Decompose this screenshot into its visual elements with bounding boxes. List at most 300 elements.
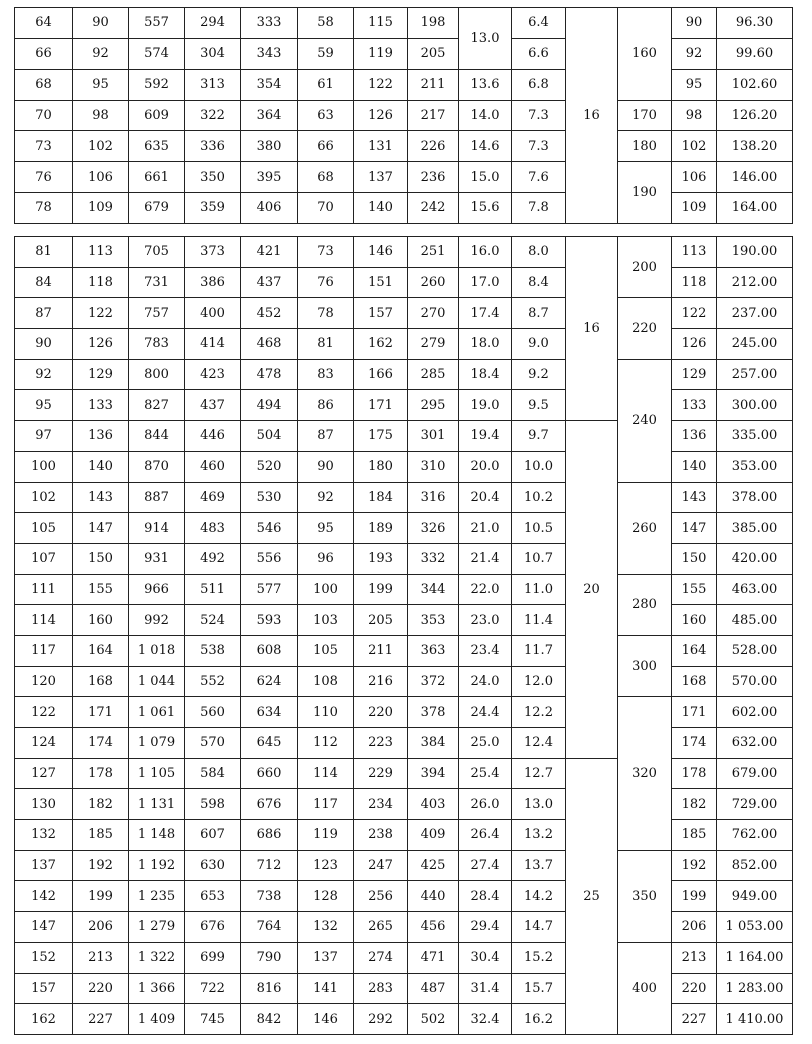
table-cell: 138.20 <box>717 131 793 162</box>
table-cell: 122 <box>15 697 73 728</box>
table-cell: 238 <box>354 820 408 851</box>
table-cell: 199 <box>73 881 129 912</box>
table-cell: 354 <box>241 69 298 100</box>
table-cell: 437 <box>185 390 241 421</box>
table-row <box>15 635 793 666</box>
table-cell: 1 283.00 <box>717 973 793 1004</box>
table-cell: 90 <box>672 8 717 39</box>
table-cell-merged: 170 <box>618 100 672 131</box>
table-cell: 206 <box>672 912 717 943</box>
table-row <box>15 329 793 360</box>
table-cell: 26.4 <box>459 820 512 851</box>
table-row <box>15 38 793 69</box>
table-cell: 234 <box>354 789 408 820</box>
table-cell: 136 <box>73 421 129 452</box>
table-cell: 560 <box>185 697 241 728</box>
table-cell: 106 <box>672 162 717 193</box>
table-cell: 800 <box>129 359 185 390</box>
table-cell: 90 <box>73 8 129 39</box>
table-cell: 129 <box>672 359 717 390</box>
table-cell: 17.4 <box>459 298 512 329</box>
table-cell: 190.00 <box>717 237 793 268</box>
table-cell: 66 <box>298 131 354 162</box>
table-cell-merged: 220 <box>618 298 672 359</box>
table-cell: 1 410.00 <box>717 1004 793 1035</box>
table-cell: 386 <box>185 267 241 298</box>
table-cell: 58 <box>298 8 354 39</box>
table-cell-merged: 160 <box>618 8 672 101</box>
table-cell: 24.4 <box>459 697 512 728</box>
table-cell: 292 <box>354 1004 408 1035</box>
table-cell: 110 <box>298 697 354 728</box>
table-cell: 931 <box>129 543 185 574</box>
table-cell: 211 <box>408 69 459 100</box>
table-row <box>15 605 793 636</box>
table-cell: 160 <box>672 605 717 636</box>
table-cell: 199 <box>354 574 408 605</box>
table-cell: 7.8 <box>512 193 566 224</box>
table-cell: 13.2 <box>512 820 566 851</box>
table-cell: 178 <box>672 758 717 789</box>
table-cell: 14.2 <box>512 881 566 912</box>
table-cell: 226 <box>408 131 459 162</box>
table-row <box>15 758 793 789</box>
table-cell: 171 <box>354 390 408 421</box>
table-cell: 140 <box>354 193 408 224</box>
table-cell: 1 164.00 <box>717 942 793 973</box>
table-cell: 132 <box>298 912 354 943</box>
table-cell: 783 <box>129 329 185 360</box>
table-cell: 1 131 <box>129 789 185 820</box>
table-cell: 147 <box>73 513 129 544</box>
table-cell: 14.7 <box>512 912 566 943</box>
table-cell: 570.00 <box>717 666 793 697</box>
table-row <box>15 820 793 851</box>
table-cell: 103 <box>298 605 354 636</box>
table-cell: 236 <box>408 162 459 193</box>
table-cell: 10.7 <box>512 543 566 574</box>
table-cell: 757 <box>129 298 185 329</box>
table-cell: 502 <box>408 1004 459 1035</box>
table-cell: 409 <box>408 820 459 851</box>
table-cell: 122 <box>672 298 717 329</box>
table-cell: 279 <box>408 329 459 360</box>
table-cell: 143 <box>73 482 129 513</box>
table-cell: 63 <box>298 100 354 131</box>
table-cell: 119 <box>298 820 354 851</box>
table-cell: 66 <box>15 38 73 69</box>
table-cell: 118 <box>73 267 129 298</box>
table-cell: 607 <box>185 820 241 851</box>
table-cell: 29.4 <box>459 912 512 943</box>
table-cell: 524 <box>185 605 241 636</box>
table-cell: 304 <box>185 38 241 69</box>
table-cell: 119 <box>354 38 408 69</box>
table-cell: 887 <box>129 482 185 513</box>
table-row <box>15 513 793 544</box>
table-row <box>15 237 793 268</box>
table-cell: 205 <box>354 605 408 636</box>
table-cell: 132 <box>15 820 73 851</box>
table-cell: 192 <box>73 850 129 881</box>
table-row <box>15 421 793 452</box>
table-cell: 25.0 <box>459 728 512 759</box>
table-cell-merged: 300 <box>618 635 672 696</box>
table-cell: 1 079 <box>129 728 185 759</box>
table-cell: 425 <box>408 850 459 881</box>
table-cell: 1 018 <box>129 635 185 666</box>
table-cell: 171 <box>672 697 717 728</box>
table-cell: 423 <box>185 359 241 390</box>
table-cell: 350 <box>185 162 241 193</box>
table-cell: 19.0 <box>459 390 512 421</box>
table-row <box>15 1004 793 1035</box>
table-row <box>15 666 793 697</box>
table-cell: 78 <box>15 193 73 224</box>
table-cell: 645 <box>241 728 298 759</box>
table-cell: 155 <box>73 574 129 605</box>
table-cell: 285 <box>408 359 459 390</box>
table-cell: 113 <box>672 237 717 268</box>
table-cell: 440 <box>408 881 459 912</box>
table-cell: 12.2 <box>512 697 566 728</box>
table-cell: 87 <box>298 421 354 452</box>
table-cell: 129 <box>73 359 129 390</box>
table-cell: 722 <box>185 973 241 1004</box>
table-cell: 12.4 <box>512 728 566 759</box>
table-cell-merged: 13.0 <box>459 8 512 70</box>
table-cell: 9.0 <box>512 329 566 360</box>
table-cell-merged: 190 <box>618 162 672 224</box>
table-cell: 30.4 <box>459 942 512 973</box>
table-cell: 827 <box>129 390 185 421</box>
table-cell: 146 <box>298 1004 354 1035</box>
table-cell: 731 <box>129 267 185 298</box>
table-cell: 530 <box>241 482 298 513</box>
table-cell: 15.7 <box>512 973 566 1004</box>
table-cell: 487 <box>408 973 459 1004</box>
table-cell: 966 <box>129 574 185 605</box>
table-cell: 113 <box>73 237 129 268</box>
table-cell: 189 <box>354 513 408 544</box>
table-cell: 1 061 <box>129 697 185 728</box>
table-cell-merged: 240 <box>618 359 672 482</box>
table-cell: 151 <box>354 267 408 298</box>
table-cell: 333 <box>241 8 298 39</box>
table-cell: 22.0 <box>459 574 512 605</box>
table-cell: 1 322 <box>129 942 185 973</box>
table-cell: 26.0 <box>459 789 512 820</box>
table-cell: 661 <box>129 162 185 193</box>
table-cell: 363 <box>408 635 459 666</box>
table-cell: 227 <box>73 1004 129 1035</box>
table-cell: 437 <box>241 267 298 298</box>
table-cell: 313 <box>185 69 241 100</box>
table-cell: 247 <box>354 850 408 881</box>
table-cell: 15.2 <box>512 942 566 973</box>
table-cell: 168 <box>672 666 717 697</box>
table-cell: 117 <box>15 635 73 666</box>
table-cell: 84 <box>15 267 73 298</box>
table-cell: 185 <box>672 820 717 851</box>
table-row <box>15 543 793 574</box>
table-cell: 310 <box>408 451 459 482</box>
table-cell: 12.7 <box>512 758 566 789</box>
table-cell: 676 <box>241 789 298 820</box>
table-cell: 364 <box>241 100 298 131</box>
table-row <box>15 728 793 759</box>
table-cell: 343 <box>241 38 298 69</box>
table-cell: 166 <box>354 359 408 390</box>
table-cell: 61 <box>298 69 354 100</box>
table-cell: 949.00 <box>717 881 793 912</box>
table-cell: 92 <box>672 38 717 69</box>
table-cell: 452 <box>241 298 298 329</box>
table-cell: 174 <box>73 728 129 759</box>
table-cell: 8.7 <box>512 298 566 329</box>
table-cell: 81 <box>298 329 354 360</box>
table-cell: 90 <box>298 451 354 482</box>
table-cell: 133 <box>672 390 717 421</box>
table-cell: 378 <box>408 697 459 728</box>
table-cell: 353 <box>408 605 459 636</box>
table-cell: 157 <box>354 298 408 329</box>
table-cell: 699 <box>185 942 241 973</box>
table-cell: 168 <box>73 666 129 697</box>
table-cell: 217 <box>408 100 459 131</box>
table-row <box>15 574 793 605</box>
table-cell: 17.0 <box>459 267 512 298</box>
table-cell: 251 <box>408 237 459 268</box>
table-cell: 117 <box>298 789 354 820</box>
table-cell: 463.00 <box>717 574 793 605</box>
table-row <box>15 69 793 100</box>
table-cell: 556 <box>241 543 298 574</box>
table-cell: 212.00 <box>717 267 793 298</box>
table-cell: 9.5 <box>512 390 566 421</box>
table-cell: 384 <box>408 728 459 759</box>
table-cell: 373 <box>185 237 241 268</box>
table-cell: 20.4 <box>459 482 512 513</box>
table-cell: 8.0 <box>512 237 566 268</box>
table-cell: 10.2 <box>512 482 566 513</box>
table-cell: 326 <box>408 513 459 544</box>
table-cell: 118 <box>672 267 717 298</box>
table-cell: 19.4 <box>459 421 512 452</box>
table-cell: 90 <box>15 329 73 360</box>
table-cell: 283 <box>354 973 408 1004</box>
table-cell: 712 <box>241 850 298 881</box>
table-cell: 185 <box>73 820 129 851</box>
table-cell: 16.2 <box>512 1004 566 1035</box>
table-cell: 7.3 <box>512 131 566 162</box>
table-cell: 152 <box>15 942 73 973</box>
table-cell: 414 <box>185 329 241 360</box>
table-cell: 6.6 <box>512 38 566 69</box>
table-cell: 23.0 <box>459 605 512 636</box>
table-cell-merged: 16 <box>566 237 618 421</box>
table-row <box>15 131 793 162</box>
table-cell: 155 <box>672 574 717 605</box>
table-cell: 180 <box>354 451 408 482</box>
table-cell: 141 <box>298 973 354 1004</box>
table-cell: 137 <box>298 942 354 973</box>
table-cell-merged: 320 <box>618 697 672 850</box>
table-cell: 73 <box>15 131 73 162</box>
table-row <box>15 697 793 728</box>
table-cell: 123 <box>298 850 354 881</box>
table-cell: 160 <box>73 605 129 636</box>
table-cell: 126.20 <box>717 100 793 131</box>
table-cell: 13.0 <box>512 789 566 820</box>
table-cell: 400 <box>185 298 241 329</box>
table-cell: 13.6 <box>459 69 512 100</box>
table-cell-merged: 20 <box>566 421 618 759</box>
table-cell: 171 <box>73 697 129 728</box>
table-cell-merged: 180 <box>618 131 672 162</box>
table-cell: 676 <box>185 912 241 943</box>
table-cell: 6.4 <box>512 8 566 39</box>
table-cell-merged: 350 <box>618 850 672 942</box>
table-cell: 245.00 <box>717 329 793 360</box>
table-cell: 478 <box>241 359 298 390</box>
table-cell: 7.6 <box>512 162 566 193</box>
table-row <box>15 881 793 912</box>
table-cell: 256 <box>354 881 408 912</box>
table-cell-merged: 260 <box>618 482 672 574</box>
table-cell: 6.8 <box>512 69 566 100</box>
table-cell: 78 <box>298 298 354 329</box>
table-cell: 24.0 <box>459 666 512 697</box>
table-cell: 630 <box>185 850 241 881</box>
table-cell-merged: 25 <box>566 758 618 1034</box>
table-cell: 538 <box>185 635 241 666</box>
table-cell: 122 <box>354 69 408 100</box>
table-cell: 223 <box>354 728 408 759</box>
table-cell: 178 <box>73 758 129 789</box>
table-cell: 98 <box>73 100 129 131</box>
table-cell: 242 <box>408 193 459 224</box>
table-cell: 608 <box>241 635 298 666</box>
table-cell: 914 <box>129 513 185 544</box>
table-cell: 76 <box>298 267 354 298</box>
table-cell: 1 105 <box>129 758 185 789</box>
table-cell: 114 <box>15 605 73 636</box>
table-cell: 294 <box>185 8 241 39</box>
table-cell: 274 <box>354 942 408 973</box>
table-cell: 301 <box>408 421 459 452</box>
table-cell: 192 <box>672 850 717 881</box>
table-cell: 11.7 <box>512 635 566 666</box>
table-cell: 164 <box>73 635 129 666</box>
table-row <box>15 451 793 482</box>
table-cell: 92 <box>15 359 73 390</box>
table-cell: 137 <box>15 850 73 881</box>
table-cell: 114 <box>298 758 354 789</box>
table-row <box>15 162 793 193</box>
table-cell: 198 <box>408 8 459 39</box>
table-cell: 205 <box>408 38 459 69</box>
table-cell: 492 <box>185 543 241 574</box>
table-cell: 102 <box>73 131 129 162</box>
table-cell-merged: 400 <box>618 942 672 1034</box>
table-cell: 109 <box>672 193 717 224</box>
table-cell: 632.00 <box>717 728 793 759</box>
table-cell: 1 053.00 <box>717 912 793 943</box>
table-cell: 468 <box>241 329 298 360</box>
table-cell: 11.4 <box>512 605 566 636</box>
table-cell: 295 <box>408 390 459 421</box>
table-cell: 15.6 <box>459 193 512 224</box>
table-row <box>15 942 793 973</box>
table-cell: 73 <box>298 237 354 268</box>
table-cell: 106 <box>73 162 129 193</box>
table-cell: 220 <box>354 697 408 728</box>
table-cell: 738 <box>241 881 298 912</box>
table-cell: 128 <box>298 881 354 912</box>
table-cell: 136 <box>672 421 717 452</box>
table-cell: 70 <box>298 193 354 224</box>
table-cell: 265 <box>354 912 408 943</box>
table-cell: 577 <box>241 574 298 605</box>
table-cell: 13.7 <box>512 850 566 881</box>
table-cell: 679 <box>129 193 185 224</box>
table-cell: 745 <box>185 1004 241 1035</box>
table-cell: 213 <box>672 942 717 973</box>
table-cell: 112 <box>298 728 354 759</box>
table-cell: 10.5 <box>512 513 566 544</box>
table-cell: 95 <box>15 390 73 421</box>
table-cell: 15.0 <box>459 162 512 193</box>
table-cell: 147 <box>15 912 73 943</box>
table-cell: 142 <box>15 881 73 912</box>
table-cell: 126 <box>672 329 717 360</box>
table-cell: 870 <box>129 451 185 482</box>
table-cell: 592 <box>129 69 185 100</box>
table-cell: 14.0 <box>459 100 512 131</box>
table-row <box>15 482 793 513</box>
table-cell: 471 <box>408 942 459 973</box>
table-cell: 216 <box>354 666 408 697</box>
table-cell: 124 <box>15 728 73 759</box>
table-cell: 193 <box>354 543 408 574</box>
table-cell: 446 <box>185 421 241 452</box>
table-cell: 83 <box>298 359 354 390</box>
table-cell: 182 <box>73 789 129 820</box>
table-cell: 485.00 <box>717 605 793 636</box>
table-cell: 87 <box>15 298 73 329</box>
table-cell: 609 <box>129 100 185 131</box>
table-cell: 140 <box>73 451 129 482</box>
table-row <box>15 298 793 329</box>
table-cell: 584 <box>185 758 241 789</box>
table-cell: 175 <box>354 421 408 452</box>
table-cell: 598 <box>185 789 241 820</box>
table-cell-merged: 280 <box>618 574 672 635</box>
table-cell: 852.00 <box>717 850 793 881</box>
table-cell: 8.4 <box>512 267 566 298</box>
table-row <box>15 193 793 224</box>
table-cell: 92 <box>298 482 354 513</box>
table-cell: 353.00 <box>717 451 793 482</box>
table-cell: 95 <box>298 513 354 544</box>
table-cell: 150 <box>672 543 717 574</box>
table-cell: 11.0 <box>512 574 566 605</box>
table-cell: 332 <box>408 543 459 574</box>
table-cell: 456 <box>408 912 459 943</box>
table-cell: 96.30 <box>717 8 793 39</box>
table-cell: 344 <box>408 574 459 605</box>
